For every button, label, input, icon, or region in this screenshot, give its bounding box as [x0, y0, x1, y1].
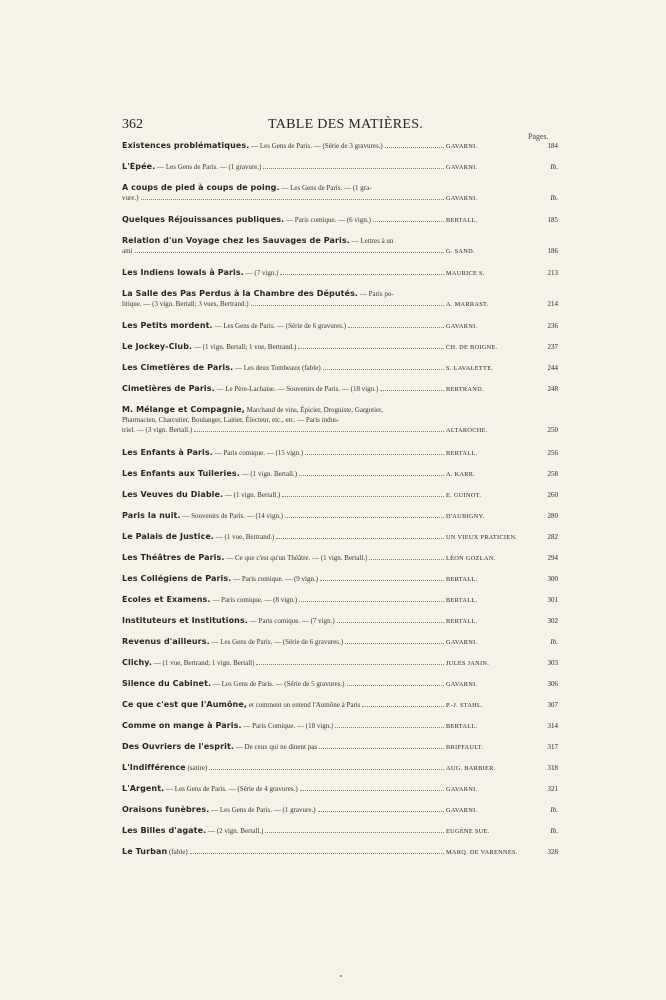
- entry-title: Oraisons funèbres.: [122, 805, 210, 814]
- entry-page: 303: [547, 659, 558, 667]
- toc-line: [122, 679, 558, 690]
- toc-entry: [122, 384, 558, 405]
- entry-author: BERTALL.: [446, 723, 478, 730]
- dot-leader: [299, 475, 444, 476]
- entry-detail-continued: Pharmacien, Charcutier, Boulanger, Laitier, Électeur, etc., etc. — Paris indus-: [122, 416, 340, 424]
- dot-leader: [380, 390, 444, 391]
- toc-line: [122, 595, 558, 606]
- toc-entry: [122, 679, 558, 700]
- toc-entry: [122, 469, 558, 490]
- entry-page: 321: [547, 785, 558, 793]
- toc-line-text: [122, 637, 343, 647]
- toc-line-text: [122, 742, 317, 752]
- entry-title: Le Jockey-Club.: [122, 342, 193, 351]
- toc-entry: [122, 553, 558, 574]
- dot-leader: [209, 769, 444, 770]
- entry-title: Relation d'un Voyage chez les Sauvages de Paris.: [122, 236, 350, 245]
- entry-author: BERTALL.: [446, 576, 478, 583]
- entry-detail: — Souvenirs de Paris. — (14 vign.): [180, 512, 284, 520]
- entry-title: Instituteurs et Institutions.: [122, 616, 248, 625]
- entry-detail: — Les Gens de Paris. — (Série de 4 gravures.): [164, 785, 298, 793]
- entry-page: 184: [547, 142, 558, 150]
- entry-detail: (fable): [167, 848, 188, 856]
- dot-leader: [135, 252, 445, 253]
- entry-title: Les Théâtres de Paris.: [122, 553, 225, 562]
- toc-line-text: [122, 289, 394, 299]
- toc-entry: [122, 616, 558, 637]
- entry-author: E. GUINOT.: [446, 492, 482, 499]
- dot-leader: [369, 559, 444, 560]
- entry-author: GAVARNI.: [446, 143, 478, 150]
- toc-line-text: [122, 405, 383, 415]
- dot-leader: [337, 622, 444, 623]
- entry-page: 258: [547, 470, 558, 478]
- toc-entry: [122, 847, 558, 868]
- entry-detail: — Ce que c'est qu'un Théâtre. — (1 vign. Bertall.): [224, 554, 368, 562]
- paper-speck: [340, 975, 342, 977]
- toc-line: [122, 574, 558, 585]
- toc-entry: [122, 532, 558, 553]
- entry-page: 236: [547, 322, 558, 330]
- dot-leader: [263, 168, 444, 169]
- toc-line-text: [122, 141, 383, 151]
- toc-entry: [122, 268, 558, 289]
- pages-column-label: Pages.: [528, 132, 549, 141]
- entry-detail: — Les Gens de Paris. — (Série de 3 gravures.): [249, 142, 383, 150]
- entry-author: BERTALL.: [446, 450, 478, 457]
- toc-line: [122, 700, 558, 711]
- entry-detail: — Paris comique. — (8 vign.): [210, 596, 298, 604]
- entry-title: Écoles et Examens.: [122, 595, 211, 604]
- entry-detail: — Paris comique. — (7 vign.): [247, 617, 335, 625]
- dot-leader: [265, 832, 444, 833]
- toc-line: [122, 415, 558, 425]
- entry-detail: — (1 vue, Bertrand.): [214, 533, 275, 541]
- dot-leader: [320, 580, 444, 581]
- toc-entry: [122, 183, 558, 215]
- toc-entry: [122, 805, 558, 826]
- toc-line: [122, 616, 558, 627]
- toc-line: [122, 363, 558, 374]
- entry-detail: — Lettres à un: [349, 237, 394, 245]
- toc-line-text: [122, 321, 346, 331]
- entry-page: 260: [547, 491, 558, 499]
- entry-author: MAURICE S.: [446, 270, 485, 277]
- entry-page: 282: [547, 533, 558, 541]
- dot-leader: [280, 274, 444, 275]
- toc-line-text: [122, 679, 345, 689]
- toc-line: [122, 553, 558, 564]
- entry-page: 301: [547, 596, 558, 604]
- toc-line-text: [122, 215, 371, 225]
- dot-leader: [190, 853, 444, 854]
- entry-title: L'Épée.: [122, 162, 156, 171]
- toc-entry: [122, 215, 558, 236]
- entry-page: 317: [547, 743, 558, 751]
- entry-detail: — (1 vign. Bertall.): [223, 491, 281, 499]
- entry-title: Des Ouvriers de l'esprit.: [122, 742, 235, 751]
- entry-author: GAVARNI.: [446, 639, 478, 646]
- toc-line-text: [122, 595, 297, 605]
- entry-detail: — (1 vign. Bertall; 1 vue, Bertrand.): [192, 343, 297, 351]
- toc-line-text: [122, 721, 333, 731]
- entry-title: Les Veuves du Diable.: [122, 490, 224, 499]
- dot-leader: [373, 221, 444, 222]
- entry-title: L'Indifférence: [122, 763, 186, 772]
- toc-line-text: [122, 511, 283, 521]
- toc-line-text: [122, 553, 367, 563]
- entry-title: Les Collégiens de Paris.: [122, 574, 232, 583]
- dot-leader: [323, 369, 444, 370]
- entry-detail: (satire): [185, 764, 208, 772]
- entry-title: A coups de pied à coups de poing.: [122, 183, 280, 192]
- toc-entry: [122, 826, 558, 847]
- entry-detail: — (7 vign.): [243, 269, 279, 277]
- toc-line-text: [122, 268, 278, 278]
- toc-line: [122, 268, 558, 279]
- dot-leader: [299, 601, 444, 602]
- entry-page: 302: [547, 617, 558, 625]
- entry-title: Les Petits mordent.: [122, 321, 213, 330]
- toc-entry: [122, 448, 558, 469]
- dot-leader: [385, 147, 444, 148]
- entry-author: LÉON GOZLAN.: [446, 555, 496, 562]
- entry-detail: — (1 vue, Bertrand; 1 vign. Bertall): [152, 659, 255, 667]
- entry-author: AUG. BARBIER.: [446, 765, 496, 772]
- toc-line: [122, 469, 558, 480]
- dot-leader: [335, 727, 444, 728]
- toc-line: [122, 342, 558, 353]
- toc-line-text: [122, 574, 318, 584]
- entry-page: Ib.: [550, 806, 558, 814]
- toc-entry: [122, 141, 558, 162]
- toc-line: [122, 742, 558, 753]
- entry-title: Cimetières de Paris.: [122, 384, 215, 393]
- toc-line: [122, 162, 558, 173]
- entry-detail: — Les Gens de Paris. — (1 gravure.): [209, 806, 316, 814]
- entry-author: GAVARNI.: [446, 807, 478, 814]
- entry-detail: — Les Gens de Paris. — (Série de 6 gravures.): [212, 322, 347, 330]
- entry-detail-continued: litique. — (3 vign. Bertall; 3 vues, Bertrand.): [122, 300, 249, 308]
- entry-detail: — (2 vign. Bertall.): [206, 827, 264, 835]
- entry-author: S. LAVALETTE.: [446, 365, 494, 372]
- toc-line: [122, 236, 558, 246]
- entry-title: Paris la nuit.: [122, 511, 181, 520]
- toc-line: [122, 299, 558, 310]
- toc-line-text: [122, 700, 360, 710]
- entry-page: 306: [547, 680, 558, 688]
- entry-detail: — Paris comique. — (15 vign.): [212, 449, 304, 457]
- dot-leader: [285, 517, 444, 518]
- toc-line: [122, 511, 558, 522]
- toc-line-text: [122, 763, 207, 773]
- toc-line: [122, 246, 558, 257]
- toc-line-text: [122, 363, 321, 373]
- entry-page: 294: [547, 554, 558, 562]
- page-title: TABLE DES MATIÈRES.: [268, 117, 424, 132]
- entry-author: EUGÈNE SUE.: [446, 828, 490, 835]
- page-number: 362: [122, 117, 143, 132]
- toc-line-text: [122, 342, 296, 352]
- toc-entry: [122, 363, 558, 384]
- entry-title: Revenus d'ailleurs.: [122, 637, 210, 646]
- entry-detail: — (1 vign. Bertall.): [239, 470, 298, 478]
- entry-title: Les Billes d'agate.: [122, 826, 207, 835]
- toc-entry: [122, 236, 558, 268]
- entry-detail: — Paris po-: [358, 290, 394, 298]
- entry-title: M. Mélange et Compagnie,: [122, 405, 245, 414]
- entry-author: D'AUBIGNY.: [446, 513, 485, 520]
- entry-author: BERTALL.: [446, 217, 478, 224]
- entry-author: GAVARNI.: [446, 195, 478, 202]
- entry-detail: — Les Gens de Paris. — (1 gra-: [279, 184, 372, 192]
- entry-author: P.-J. STAHL.: [446, 702, 484, 709]
- toc-line-text: [122, 448, 303, 458]
- entry-detail-continued: vure.): [122, 194, 139, 202]
- toc-line: [122, 448, 558, 459]
- toc-entry: [122, 721, 558, 742]
- toc-line: [122, 289, 558, 299]
- entry-author: CH. DE BOIGNE.: [446, 344, 498, 351]
- toc-entry: [122, 637, 558, 658]
- entry-author: GAVARNI.: [446, 681, 478, 688]
- entry-author: A. KARR.: [446, 471, 476, 478]
- entry-page: 214: [547, 300, 558, 308]
- entry-detail: — Les deux Tombeaux (fable): [233, 364, 321, 372]
- entry-detail: — Le Père-Lachaise. — Souvenirs de Paris. — (18 vign.): [214, 385, 379, 393]
- toc-line-text: [122, 236, 393, 246]
- toc-line-text: [122, 162, 261, 172]
- toc-line-text: [122, 616, 335, 626]
- entry-detail-continued: triel. — (3 vign. Bertall.): [122, 426, 193, 434]
- entry-author: G. SAND.: [446, 248, 475, 255]
- entry-title: Clichy.: [122, 658, 153, 667]
- entry-page: 256: [547, 449, 558, 457]
- toc-line-text: [122, 183, 372, 193]
- toc-line-text: [122, 847, 188, 857]
- toc-line-text: [122, 490, 280, 500]
- entry-page: Ib.: [550, 638, 558, 646]
- entry-author: MARQ. DE VARENNES.: [446, 849, 518, 856]
- entry-author: UN VIEUX PRATICIEN.: [446, 534, 518, 541]
- entry-page: 248: [547, 385, 558, 393]
- entry-author: ALTAROCHE.: [446, 427, 488, 434]
- toc-line-text: [122, 532, 274, 542]
- entry-title: Ce que c'est que l'Aumône,: [122, 700, 248, 709]
- entry-detail: et comment on entend l'Aumône à Paris: [247, 701, 361, 709]
- entry-detail: — Paris Comique. — (18 vign.): [241, 722, 334, 730]
- toc-line: [122, 215, 558, 226]
- entry-page: 185: [547, 216, 558, 224]
- entry-title: Quelques Réjouissances publiques.: [122, 215, 285, 224]
- entry-title: Les Enfants aux Tuileries.: [122, 469, 240, 478]
- toc-line-text: [122, 805, 316, 815]
- dot-leader: [194, 431, 444, 432]
- entry-author: BERTALL.: [446, 597, 478, 604]
- entry-page: 300: [547, 575, 558, 583]
- entry-author: BERTRAND.: [446, 386, 484, 393]
- toc-line: [122, 637, 558, 648]
- toc-line: [122, 490, 558, 501]
- toc-line-text: [122, 469, 297, 479]
- toc-entry: [122, 490, 558, 511]
- toc-entry: [122, 595, 558, 616]
- toc-line-text: [122, 384, 378, 394]
- entry-author: BERTALL.: [446, 618, 478, 625]
- toc-entry: [122, 405, 558, 448]
- entry-title: Le Palais de Justice.: [122, 532, 215, 541]
- entry-page: 186: [547, 247, 558, 255]
- entry-page: 314: [547, 722, 558, 730]
- entry-author: GAVARNI.: [446, 164, 478, 171]
- entry-title: Les Indiens Iowals à Paris.: [122, 268, 244, 277]
- entry-page: 280: [547, 512, 558, 520]
- dot-leader: [298, 348, 444, 349]
- entry-detail: — Les Gens de Paris. — (Série de 5 gravures.): [211, 680, 345, 688]
- toc-entry: [122, 321, 558, 342]
- toc-line: [122, 784, 558, 795]
- entry-author: BRIFFAULT.: [446, 744, 484, 751]
- entry-title: Silence du Cabinet.: [122, 679, 212, 688]
- entry-title: Le Turban: [122, 847, 168, 856]
- entry-page: 237: [547, 343, 558, 351]
- entry-page: Ib.: [550, 163, 558, 171]
- toc-line: [122, 532, 558, 543]
- toc-entry: [122, 658, 558, 679]
- entry-page: 250: [547, 426, 558, 434]
- toc-line-text: [122, 784, 298, 794]
- toc-line: [122, 826, 558, 837]
- entry-detail: — Les Gens de Paris. — (1 gravure.): [155, 163, 262, 171]
- dot-leader: [276, 538, 444, 539]
- dot-leader: [347, 685, 444, 686]
- entry-page: 244: [547, 364, 558, 372]
- toc-line: [122, 847, 558, 858]
- entry-author: A. MARRAST.: [446, 301, 489, 308]
- entry-page: 213: [547, 269, 558, 277]
- toc-entry: [122, 342, 558, 363]
- toc-entry: [122, 289, 558, 321]
- toc-line-text: [122, 658, 254, 668]
- dot-leader: [362, 706, 444, 707]
- toc-line: [122, 763, 558, 774]
- toc-line: [122, 321, 558, 332]
- entry-detail: — Paris comique. — (9 vign.): [231, 575, 319, 583]
- entry-title: Les Cimetières de Paris.: [122, 363, 234, 372]
- entry-author: GAVARNI.: [446, 786, 478, 793]
- entry-title: L'Argent.: [122, 784, 165, 793]
- toc-entry: [122, 763, 558, 784]
- entry-page: Ib.: [550, 827, 558, 835]
- entry-author: GAVARNI.: [446, 323, 478, 330]
- dot-leader: [348, 327, 444, 328]
- entry-detail: — Paris comique. — (6 vign.): [284, 216, 371, 224]
- dot-leader: [345, 643, 444, 644]
- toc-entry: [122, 511, 558, 532]
- toc-line: [122, 721, 558, 732]
- entry-detail-continued: ami: [122, 247, 133, 255]
- dot-leader: [141, 199, 444, 200]
- toc-line: [122, 384, 558, 395]
- table-of-contents: [122, 141, 558, 868]
- entry-author: JULES JANIN.: [446, 660, 490, 667]
- entry-title: Les Enfants à Paris.: [122, 448, 213, 457]
- entry-title: Comme on mange à Paris.: [122, 721, 242, 730]
- entry-detail: Marchand de vins, Épicier, Droguiste, Gargotier,: [244, 406, 383, 414]
- toc-line: [122, 141, 558, 152]
- entry-title: Existences problématiques.: [122, 141, 250, 150]
- toc-line: [122, 183, 558, 193]
- dot-leader: [282, 496, 444, 497]
- entry-page: Ib.: [550, 194, 558, 202]
- entry-page: 307: [547, 701, 558, 709]
- entry-page: 328: [547, 848, 558, 856]
- dot-leader: [300, 790, 444, 791]
- dot-leader: [318, 811, 444, 812]
- entry-page: 318: [547, 764, 558, 772]
- toc-line: [122, 405, 558, 415]
- dot-leader: [251, 305, 444, 306]
- toc-entry: [122, 162, 558, 183]
- dot-leader: [305, 454, 444, 455]
- toc-line: [122, 658, 558, 669]
- toc-line-text: [122, 826, 263, 836]
- entry-title: La Salle des Pas Perdus à la Chambre des Députés.: [122, 289, 359, 298]
- entry-detail: — Les Gens de Paris. — (Série de 6 gravures.): [209, 638, 344, 646]
- toc-entry: [122, 742, 558, 763]
- toc-line: [122, 425, 558, 436]
- toc-line: [122, 805, 558, 816]
- toc-entry: [122, 700, 558, 721]
- dot-leader: [256, 664, 444, 665]
- entry-detail: — De ceux qui ne dinent pas: [234, 743, 318, 751]
- toc-line: [122, 193, 558, 204]
- toc-entry: [122, 784, 558, 805]
- toc-entry: [122, 574, 558, 595]
- dot-leader: [319, 748, 444, 749]
